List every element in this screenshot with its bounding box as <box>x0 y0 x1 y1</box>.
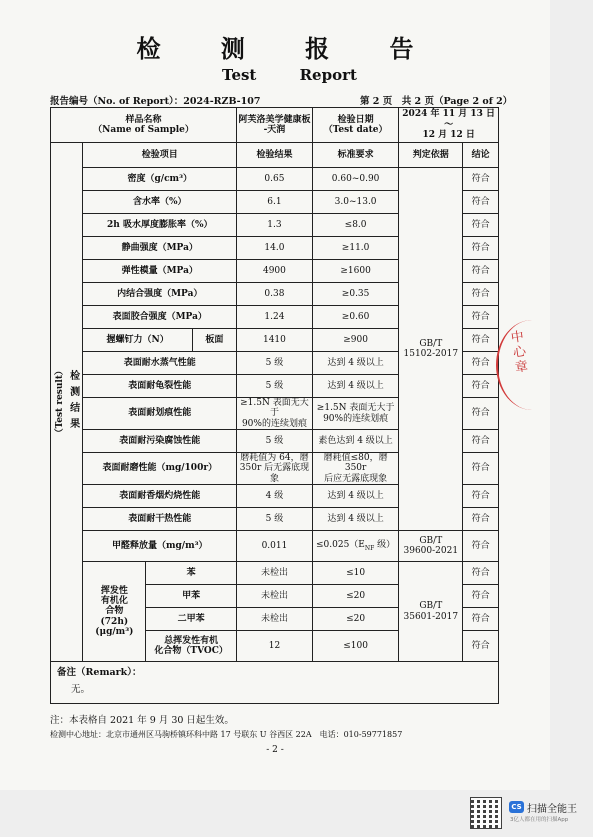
standard-cell: 达到 4 级以上 <box>312 375 399 398</box>
result-cell: 0.011 <box>237 531 313 562</box>
basis-cell: GB/T 15102-2017 <box>399 168 463 531</box>
basis-cell: GB/T 39600-2021 <box>399 531 463 562</box>
standard-cell: 达到 4 级以上 <box>312 485 399 508</box>
conclusion-cell: 符合 <box>463 485 499 508</box>
result-cell: 12 <box>237 631 313 662</box>
item-cell: 甲苯 <box>146 585 237 608</box>
section-label: （Test result） 检测结果 <box>51 143 83 662</box>
result-cell: 4900 <box>237 260 313 283</box>
table-row-voc <box>51 562 499 585</box>
item-cell: 表面耐污染腐蚀性能 <box>83 430 237 453</box>
standard-cell: ≤20 <box>312 608 399 631</box>
sample-name-value: 阿芙洛美学健康板 -天润 <box>237 108 313 143</box>
scanner-tagline: 3亿人都在用的扫描App <box>510 817 569 823</box>
result-cell: 1410 <box>237 329 313 352</box>
remark-row <box>51 662 499 704</box>
report-title: 检 测 报 告 <box>136 35 440 63</box>
scanner-app-name: 扫描全能王 <box>527 804 577 815</box>
subtitle-test: Test <box>222 66 257 84</box>
standard-cell: 达到 4 级以上 <box>312 352 399 375</box>
results-table <box>50 107 499 704</box>
result-cell: 1.24 <box>237 306 313 329</box>
page-info: 第 2 页 共 2 页（Page 2 of 2） <box>360 96 513 107</box>
conclusion-cell: 符合 <box>463 585 499 608</box>
footer-note: 注：本表格自 2021 年 9 月 30 日起生效。 <box>50 715 234 726</box>
standard-cell: ≥0.60 <box>312 306 399 329</box>
col-conclusion: 结论 <box>463 143 499 168</box>
item-cell: 表面耐香烟灼烧性能 <box>83 485 237 508</box>
result-cell: 磨耗值为 64，磨 350r 后无露底现象 <box>237 453 313 485</box>
item-cell: 苯 <box>146 562 237 585</box>
item-cell: 表面胶合强度（MPa） <box>83 306 237 329</box>
table-row <box>51 168 499 191</box>
conclusion-cell: 符合 <box>463 453 499 485</box>
standard-cell: 达到 4 级以上 <box>312 508 399 531</box>
result-cell: 5 级 <box>237 352 313 375</box>
conclusion-cell: 符合 <box>463 329 499 352</box>
conclusion-cell: 符合 <box>463 352 499 375</box>
conclusion-cell: 符合 <box>463 191 499 214</box>
item-cell: 弹性模量（MPa） <box>83 260 237 283</box>
report-subtitle <box>222 66 357 84</box>
result-cell: 未检出 <box>237 562 313 585</box>
result-cell: 6.1 <box>237 191 313 214</box>
standard-cell: 3.0~13.0 <box>312 191 399 214</box>
conclusion-cell: 符合 <box>463 237 499 260</box>
standard-cell: ≥1.5N 表面无大于 90%的连续划痕 <box>312 398 399 430</box>
test-date-label: 检验日期 （Test date） <box>312 108 399 143</box>
item-cell: 表面耐磨性能（mg/100r） <box>83 453 237 485</box>
test-date-value: 2024 年 11 月 13 日～ 12 月 12 日 <box>399 108 499 143</box>
result-cell: 1.3 <box>237 214 313 237</box>
standard-cell: ≥1600 <box>312 260 399 283</box>
item-cell: 内结合强度（MPa） <box>83 283 237 306</box>
item-cell: 总挥发性有机 化合物（TVOC） <box>146 631 237 662</box>
item-cell: 握螺钉力（N） <box>83 329 192 352</box>
standard-cell: ≤20 <box>312 585 399 608</box>
item-cell: 表面耐干热性能 <box>83 508 237 531</box>
report-number: 报告编号（No. of Report）：2024-RZB-107 <box>50 96 261 107</box>
col-standard: 标准要求 <box>312 143 399 168</box>
stamp-text: 中心章 <box>506 329 529 376</box>
conclusion-cell: 符合 <box>463 283 499 306</box>
result-cell: 未检出 <box>237 585 313 608</box>
col-item: 检验项目 <box>83 143 237 168</box>
result-cell: 5 级 <box>237 430 313 453</box>
item-cell: 含水率（%） <box>83 191 237 214</box>
conclusion-cell: 符合 <box>463 562 499 585</box>
conclusion-cell: 符合 <box>463 508 499 531</box>
footer-address: 检测中心地址：北京市通州区马驹桥镇环科中路 17 号联东 U 谷西区 22A 电话：010-59771857 <box>50 730 403 739</box>
conclusion-cell: 符合 <box>463 306 499 329</box>
subtitle-report: Report <box>299 66 357 84</box>
column-header-row <box>51 143 499 168</box>
item-cell: 甲醛释放量（mg/m³） <box>83 531 237 562</box>
conclusion-cell: 符合 <box>463 260 499 283</box>
standard-cell: ≥0.35 <box>312 283 399 306</box>
basis-cell: GB/T 35601-2017 <box>399 562 463 662</box>
qr-code-icon <box>470 797 502 829</box>
standard-cell: 磨耗值≤80，磨350r 后应无露底现象 <box>312 453 399 485</box>
item-cell: 密度（g/cm³） <box>83 168 237 191</box>
conclusion-cell: 符合 <box>463 168 499 191</box>
standard-cell: $\le 0.025(E_{NF}$ 级） <box>312 531 399 562</box>
standard-cell: ≥900 <box>312 329 399 352</box>
sample-name-label: 样品名称 （Name of Sample） <box>51 108 237 143</box>
remark-value: 无。 <box>71 683 91 695</box>
result-cell: 0.65 <box>237 168 313 191</box>
standard-cell: ≤8.0 <box>312 214 399 237</box>
item-cell: 二甲苯 <box>146 608 237 631</box>
result-cell: 0.38 <box>237 283 313 306</box>
scanner-watermark <box>470 793 593 833</box>
item-cell: 表面耐划痕性能 <box>83 398 237 430</box>
conclusion-cell: 符合 <box>463 398 499 430</box>
result-cell: 14.0 <box>237 237 313 260</box>
standard-cell: ≤100 <box>312 631 399 662</box>
standard-cell: 素色达到 4 级以上 <box>312 430 399 453</box>
result-cell: ≥1.5N 表面无大于 90%的连续划痕 <box>237 398 313 430</box>
remark-label: 备注（Remark）： <box>57 667 142 679</box>
conclusion-cell: 符合 <box>463 608 499 631</box>
col-result: 检验结果 <box>237 143 313 168</box>
conclusion-cell: 符合 <box>463 631 499 662</box>
page-number: - 2 - <box>266 745 284 755</box>
result-cell: 5 级 <box>237 375 313 398</box>
item-cell: 表面耐水蒸气性能 <box>83 352 237 375</box>
conclusion-cell: 符合 <box>463 531 499 562</box>
voc-label: 挥发性 有机化 合物 (72h) (μg/m³) <box>83 562 146 662</box>
table-row-formaldehyde <box>51 531 499 562</box>
standard-cell: ≤10 <box>312 562 399 585</box>
item-cell: 静曲强度（MPa） <box>83 237 237 260</box>
subitem-cell: 板面 <box>192 329 236 352</box>
camscanner-logo-icon: CS <box>509 801 524 813</box>
standard-cell: ≥11.0 <box>312 237 399 260</box>
remark-cell <box>51 662 499 704</box>
sample-row <box>51 108 499 143</box>
conclusion-cell: 符合 <box>463 375 499 398</box>
col-basis: 判定依据 <box>399 143 463 168</box>
conclusion-cell: 符合 <box>463 430 499 453</box>
item-cell: 表面耐龟裂性能 <box>83 375 237 398</box>
result-cell: 4 级 <box>237 485 313 508</box>
item-cell: 2h 吸水厚度膨胀率（%） <box>83 214 237 237</box>
result-cell: 5 级 <box>237 508 313 531</box>
standard-cell: 0.60~0.90 <box>312 168 399 191</box>
result-cell: 未检出 <box>237 608 313 631</box>
conclusion-cell: 符合 <box>463 214 499 237</box>
